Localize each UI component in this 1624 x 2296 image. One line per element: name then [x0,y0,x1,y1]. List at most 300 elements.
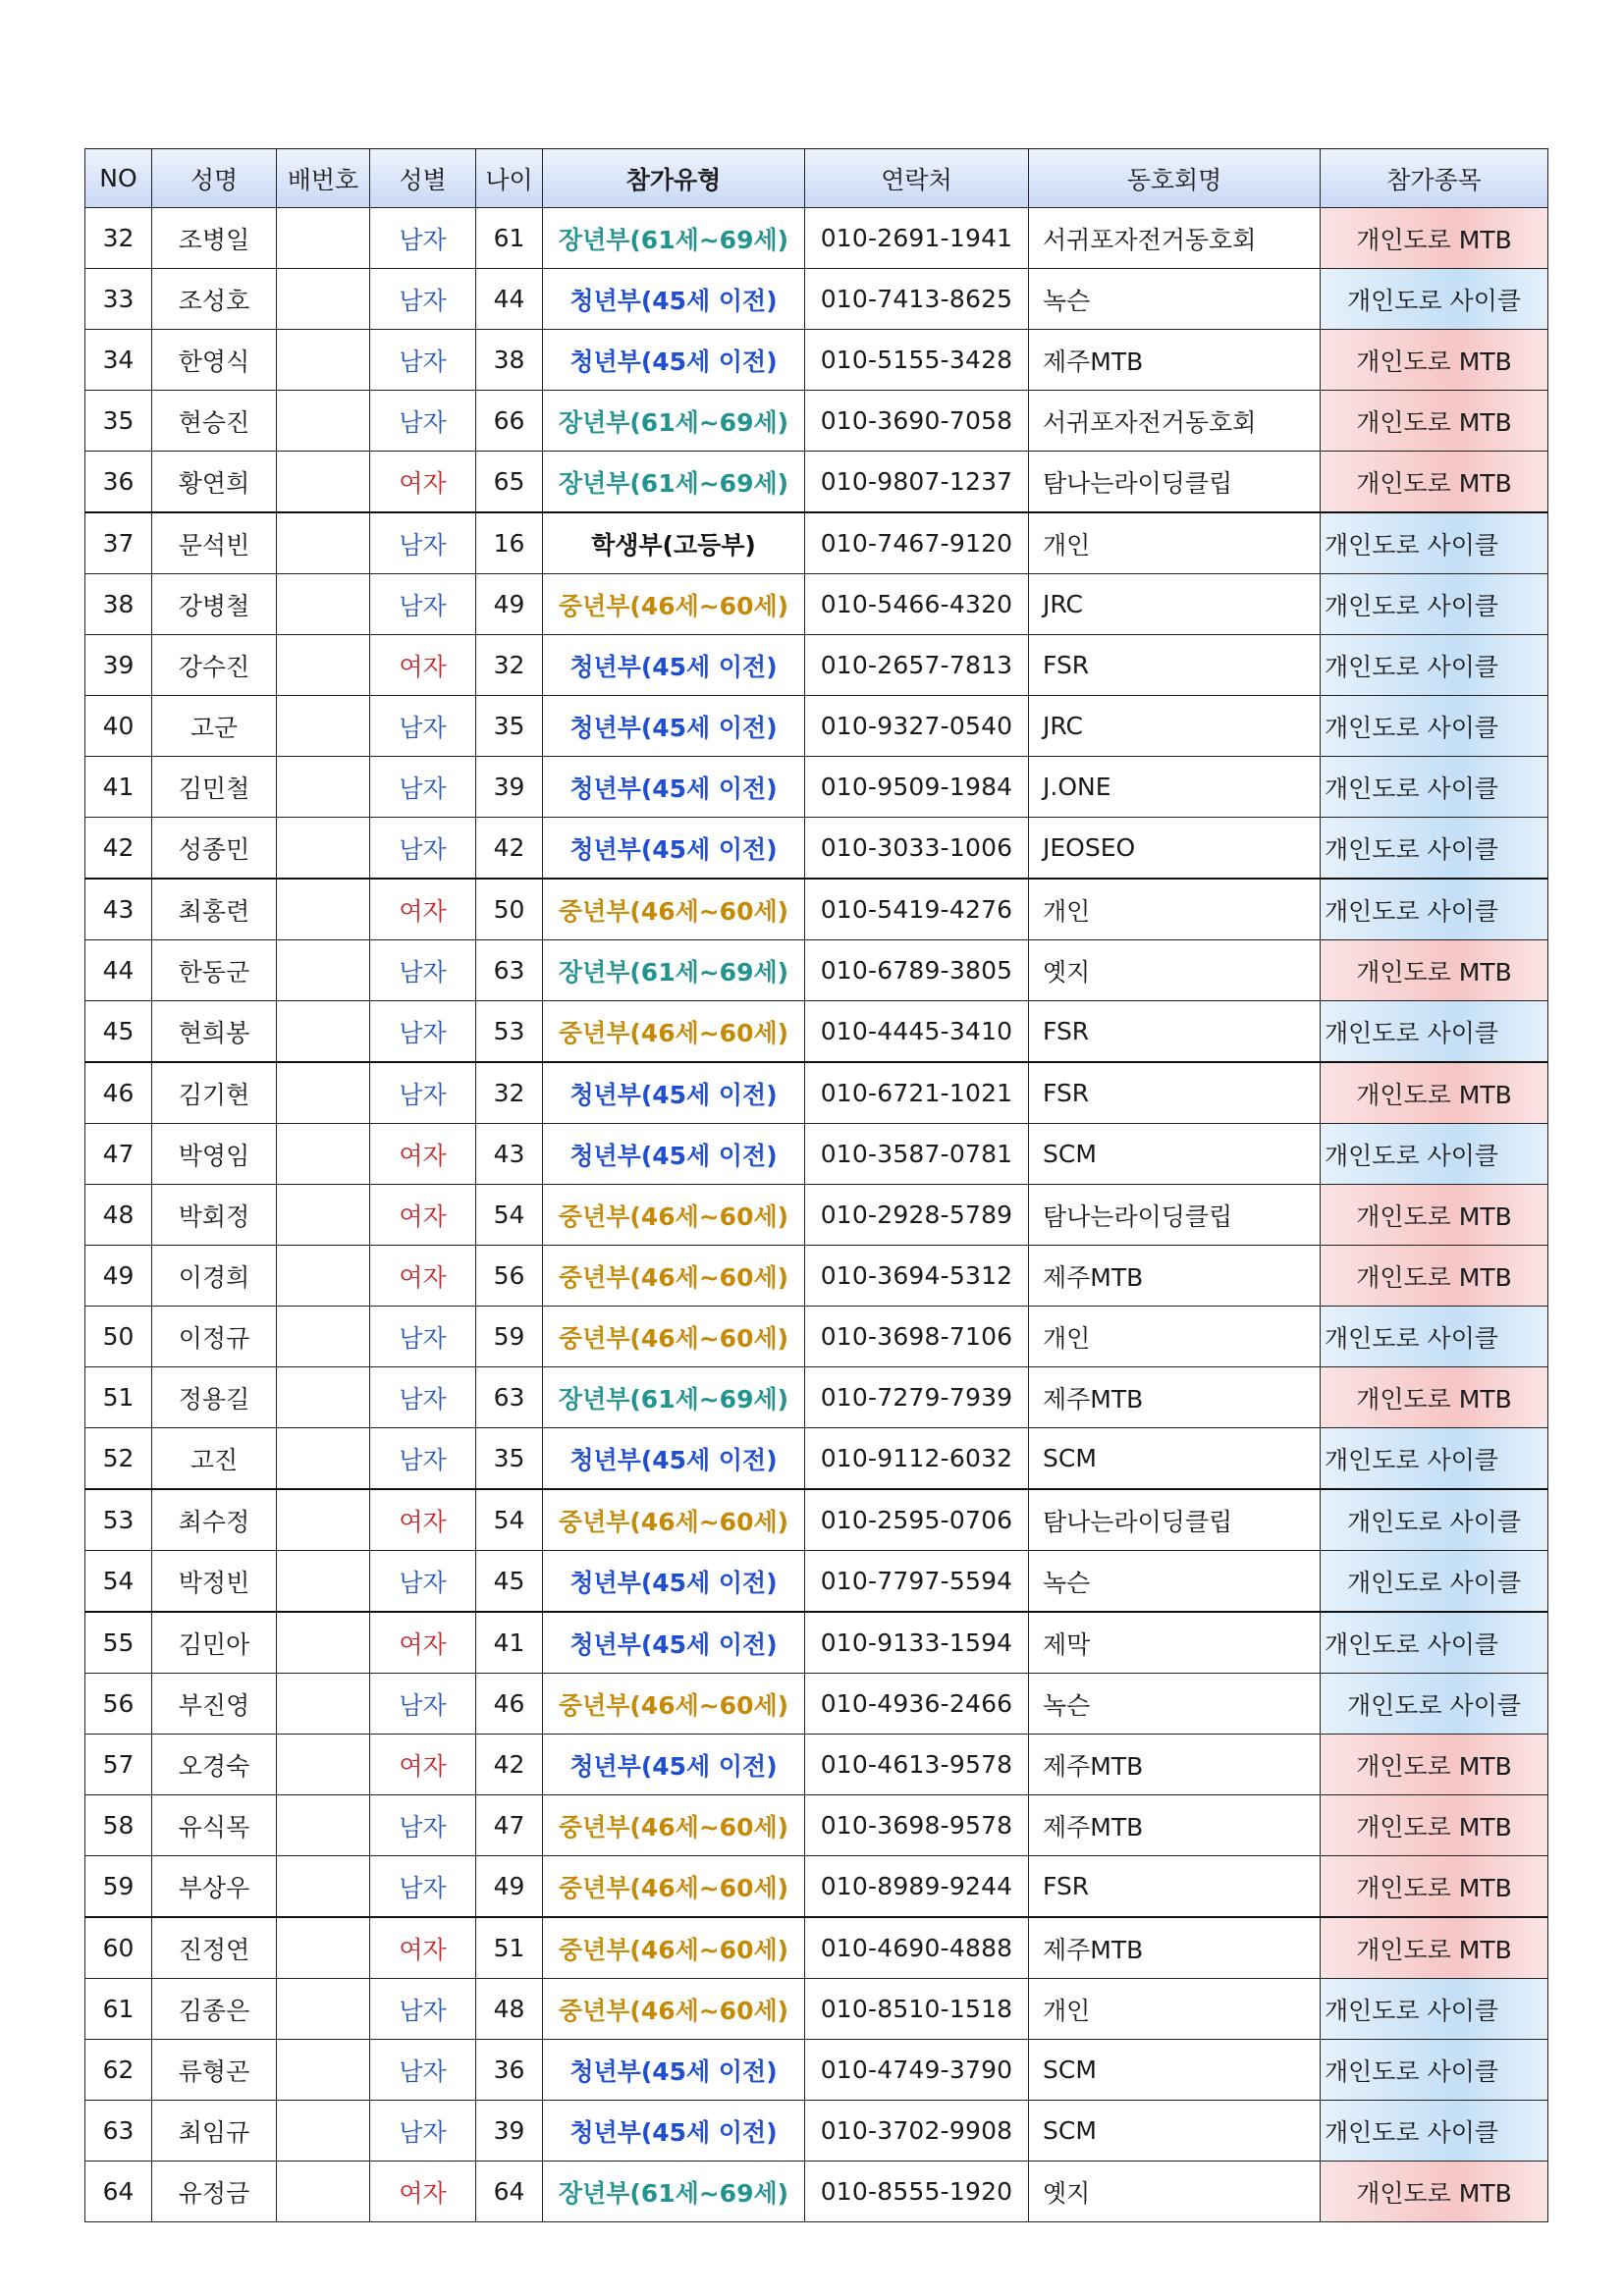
cell-event: 개인도로 사이클 [1321,2040,1548,2101]
cell-phone: 010-3690-7058 [805,391,1029,452]
cell-club: 탐나는라이딩클립 [1029,1185,1321,1246]
table-row [85,574,1548,635]
cell-age: 49 [476,1856,543,1918]
cell-phone: 010-7797-5594 [805,1551,1029,1613]
cell-bib [277,2101,370,2162]
cell-event: 개인도로 사이클 [1321,1124,1548,1185]
cell-event: 개인도로 MTB [1321,2162,1548,2222]
cell-phone: 010-3698-7106 [805,1307,1029,1367]
table-row [85,1735,1548,1795]
cell-phone: 010-8989-9244 [805,1856,1029,1918]
cell-event: 개인도로 사이클 [1321,1428,1548,1490]
table-row [85,1612,1548,1674]
cell-age: 54 [476,1185,543,1246]
cell-phone: 010-7279-7939 [805,1367,1029,1428]
cell-bib [277,391,370,452]
cell-bib [277,1124,370,1185]
cell-age: 63 [476,940,543,1001]
cell-club: 제주MTB [1029,1795,1321,1856]
cell-club: SCM [1029,1124,1321,1185]
cell-bib [277,452,370,513]
cell-no: 34 [85,330,152,391]
cell-name: 진정연 [152,1917,277,1979]
cell-club: SCM [1029,1428,1321,1490]
cell-event: 개인도로 MTB [1321,1062,1548,1124]
cell-club: 녹슨 [1029,1551,1321,1613]
cell-category: 장년부(61세~69세) [543,452,805,513]
cell-name: 조성호 [152,269,277,330]
header-club: 동호회명 [1029,149,1321,208]
cell-gender: 여자 [370,1124,476,1185]
cell-no: 43 [85,879,152,940]
cell-name: 성종민 [152,818,277,880]
cell-event: 개인도로 사이클 [1321,1551,1548,1613]
cell-age: 36 [476,2040,543,2101]
table-row [85,1124,1548,1185]
table-row [85,818,1548,880]
cell-age: 39 [476,757,543,818]
cell-club: 탐나는라이딩클립 [1029,1489,1321,1551]
cell-event: 개인도로 MTB [1321,1185,1548,1246]
cell-event: 개인도로 사이클 [1321,757,1548,818]
cell-phone: 010-9133-1594 [805,1612,1029,1674]
cell-name: 조병일 [152,208,277,269]
cell-bib [277,330,370,391]
cell-no: 58 [85,1795,152,1856]
cell-phone: 010-2691-1941 [805,208,1029,269]
cell-age: 63 [476,1367,543,1428]
cell-bib [277,574,370,635]
table-body [85,208,1548,2222]
cell-phone: 010-9112-6032 [805,1428,1029,1490]
cell-age: 35 [476,1428,543,1490]
cell-club: 제막 [1029,1612,1321,1674]
cell-gender: 남자 [370,1551,476,1613]
table-row [85,1917,1548,1979]
cell-phone: 010-5466-4320 [805,574,1029,635]
cell-club: JRC [1029,696,1321,757]
cell-bib [277,1246,370,1307]
cell-club: J.ONE [1029,757,1321,818]
cell-phone: 010-9327-0540 [805,696,1029,757]
cell-gender: 남자 [370,1795,476,1856]
cell-gender: 남자 [370,574,476,635]
cell-no: 35 [85,391,152,452]
cell-club: 옛지 [1029,2162,1321,2222]
cell-event: 개인도로 MTB [1321,940,1548,1001]
cell-category: 청년부(45세 이전) [543,1428,805,1490]
cell-name: 최홍련 [152,879,277,940]
cell-age: 53 [476,1001,543,1063]
cell-phone: 010-2657-7813 [805,635,1029,696]
cell-category: 청년부(45세 이전) [543,2040,805,2101]
cell-no: 48 [85,1185,152,1246]
header-phone: 연락처 [805,149,1029,208]
cell-club: JRC [1029,574,1321,635]
cell-bib [277,1856,370,1918]
cell-event: 개인도로 MTB [1321,391,1548,452]
cell-age: 49 [476,574,543,635]
cell-name: 유정금 [152,2162,277,2222]
table-row [85,2101,1548,2162]
table-row [85,1246,1548,1307]
cell-category: 장년부(61세~69세) [543,2162,805,2222]
cell-no: 60 [85,1917,152,1979]
cell-event: 개인도로 사이클 [1321,696,1548,757]
cell-gender: 남자 [370,1001,476,1063]
cell-no: 45 [85,1001,152,1063]
cell-category: 청년부(45세 이전) [543,2101,805,2162]
cell-club: 개인 [1029,879,1321,940]
cell-phone: 010-4936-2466 [805,1674,1029,1735]
cell-bib [277,2162,370,2222]
cell-category: 중년부(46세~60세) [543,1917,805,1979]
cell-event: 개인도로 사이클 [1321,818,1548,880]
cell-phone: 010-3587-0781 [805,1124,1029,1185]
cell-age: 66 [476,391,543,452]
table-row [85,1185,1548,1246]
cell-gender: 남자 [370,269,476,330]
cell-gender: 여자 [370,452,476,513]
header-category: 참가유형 [543,149,805,208]
cell-club: 개인 [1029,1979,1321,2040]
cell-no: 54 [85,1551,152,1613]
cell-club: 탐나는라이딩클립 [1029,452,1321,513]
table-row [85,1551,1548,1613]
cell-gender: 여자 [370,1917,476,1979]
participant-table [84,148,1548,2222]
cell-gender: 남자 [370,2040,476,2101]
cell-name: 정용길 [152,1367,277,1428]
cell-bib [277,1001,370,1063]
header-no: NO [85,149,152,208]
cell-age: 59 [476,1307,543,1367]
cell-category: 청년부(45세 이전) [543,1612,805,1674]
table-row [85,330,1548,391]
cell-gender: 남자 [370,757,476,818]
table-row [85,1001,1548,1063]
cell-club: SCM [1029,2101,1321,2162]
cell-category: 중년부(46세~60세) [543,1307,805,1367]
cell-gender: 여자 [370,1735,476,1795]
cell-bib [277,1307,370,1367]
cell-gender: 남자 [370,330,476,391]
cell-gender: 남자 [370,818,476,880]
table-row [85,391,1548,452]
cell-event: 개인도로 사이클 [1321,635,1548,696]
table-row [85,1489,1548,1551]
cell-event: 개인도로 사이클 [1321,1612,1548,1674]
cell-club: 옛지 [1029,940,1321,1001]
cell-gender: 남자 [370,1428,476,1490]
cell-no: 49 [85,1246,152,1307]
cell-name: 박영임 [152,1124,277,1185]
cell-category: 장년부(61세~69세) [543,208,805,269]
cell-bib [277,512,370,574]
cell-phone: 010-6789-3805 [805,940,1029,1001]
cell-name: 현희봉 [152,1001,277,1063]
cell-gender: 여자 [370,1489,476,1551]
cell-gender: 여자 [370,879,476,940]
header-age: 나이 [476,149,543,208]
table-row [85,2040,1548,2101]
cell-age: 51 [476,1917,543,1979]
cell-event: 개인도로 MTB [1321,1367,1548,1428]
cell-event: 개인도로 사이클 [1321,1979,1548,2040]
cell-event: 개인도로 사이클 [1321,2101,1548,2162]
cell-age: 50 [476,879,543,940]
table-header-row [85,149,1548,208]
cell-no: 42 [85,818,152,880]
cell-club: FSR [1029,1856,1321,1918]
cell-no: 39 [85,635,152,696]
cell-phone: 010-3702-9908 [805,2101,1029,2162]
cell-no: 56 [85,1674,152,1735]
cell-event: 개인도로 MTB [1321,208,1548,269]
table-row [85,512,1548,574]
cell-no: 41 [85,757,152,818]
cell-no: 57 [85,1735,152,1795]
table-row [85,208,1548,269]
cell-category: 중년부(46세~60세) [543,879,805,940]
cell-name: 최임규 [152,2101,277,2162]
cell-phone: 010-8555-1920 [805,2162,1029,2222]
cell-phone: 010-4690-4888 [805,1917,1029,1979]
cell-no: 36 [85,452,152,513]
cell-name: 박회정 [152,1185,277,1246]
participant-sheet [84,148,1547,2222]
cell-no: 44 [85,940,152,1001]
table-row [85,1062,1548,1124]
cell-category: 중년부(46세~60세) [543,574,805,635]
cell-bib [277,1551,370,1613]
cell-club: 제주MTB [1029,1246,1321,1307]
cell-age: 16 [476,512,543,574]
cell-gender: 남자 [370,512,476,574]
cell-gender: 여자 [370,1612,476,1674]
cell-name: 문석빈 [152,512,277,574]
cell-event: 개인도로 사이클 [1321,1001,1548,1063]
table-row [85,757,1548,818]
cell-gender: 남자 [370,1979,476,2040]
cell-club: 제주MTB [1029,1917,1321,1979]
cell-event: 개인도로 MTB [1321,1735,1548,1795]
cell-age: 42 [476,1735,543,1795]
cell-gender: 여자 [370,1185,476,1246]
table-row [85,1674,1548,1735]
header-gender: 성별 [370,149,476,208]
cell-event: 개인도로 MTB [1321,1795,1548,1856]
cell-category: 청년부(45세 이전) [543,1124,805,1185]
table-row [85,940,1548,1001]
cell-age: 65 [476,452,543,513]
cell-name: 고군 [152,696,277,757]
cell-name: 부상우 [152,1856,277,1918]
cell-event: 개인도로 MTB [1321,1917,1548,1979]
cell-bib [277,696,370,757]
cell-phone: 010-7467-9120 [805,512,1029,574]
cell-phone: 010-5155-3428 [805,330,1029,391]
cell-event: 개인도로 MTB [1321,1246,1548,1307]
cell-bib [277,2040,370,2101]
cell-name: 이경희 [152,1246,277,1307]
cell-phone: 010-4749-3790 [805,2040,1029,2101]
cell-phone: 010-3694-5312 [805,1246,1029,1307]
cell-bib [277,940,370,1001]
cell-age: 32 [476,635,543,696]
header-event: 참가종목 [1321,149,1548,208]
cell-no: 46 [85,1062,152,1124]
cell-age: 44 [476,269,543,330]
cell-bib [277,1612,370,1674]
cell-no: 61 [85,1979,152,2040]
cell-club: 녹슨 [1029,1674,1321,1735]
cell-club: 개인 [1029,1307,1321,1367]
cell-no: 51 [85,1367,152,1428]
cell-category: 중년부(46세~60세) [543,1795,805,1856]
cell-name: 김민아 [152,1612,277,1674]
cell-gender: 여자 [370,2162,476,2222]
cell-no: 40 [85,696,152,757]
cell-name: 고진 [152,1428,277,1490]
cell-bib [277,1428,370,1490]
cell-bib [277,1489,370,1551]
cell-gender: 남자 [370,1307,476,1367]
cell-category: 청년부(45세 이전) [543,757,805,818]
cell-club: 녹슨 [1029,269,1321,330]
cell-age: 42 [476,818,543,880]
cell-no: 32 [85,208,152,269]
cell-age: 35 [476,696,543,757]
cell-bib [277,879,370,940]
cell-name: 박정빈 [152,1551,277,1613]
cell-name: 김종은 [152,1979,277,2040]
cell-no: 50 [85,1307,152,1367]
cell-phone: 010-6721-1021 [805,1062,1029,1124]
cell-club: 제주MTB [1029,330,1321,391]
cell-category: 장년부(61세~69세) [543,391,805,452]
cell-age: 39 [476,2101,543,2162]
cell-event: 개인도로 MTB [1321,452,1548,513]
cell-phone: 010-4613-9578 [805,1735,1029,1795]
cell-name: 부진영 [152,1674,277,1735]
cell-bib [277,1367,370,1428]
cell-category: 청년부(45세 이전) [543,330,805,391]
cell-no: 52 [85,1428,152,1490]
cell-category: 학생부(고등부) [543,512,805,574]
cell-event: 개인도로 사이클 [1321,1489,1548,1551]
cell-category: 중년부(46세~60세) [543,1674,805,1735]
cell-bib [277,1979,370,2040]
cell-event: 개인도로 사이클 [1321,512,1548,574]
cell-name: 강병철 [152,574,277,635]
header-bib: 배번호 [277,149,370,208]
cell-phone: 010-2928-5789 [805,1185,1029,1246]
cell-phone: 010-7413-8625 [805,269,1029,330]
cell-gender: 남자 [370,391,476,452]
cell-category: 청년부(45세 이전) [543,818,805,880]
cell-name: 한영식 [152,330,277,391]
cell-bib [277,818,370,880]
cell-no: 59 [85,1856,152,1918]
cell-gender: 남자 [370,1367,476,1428]
table-row [85,452,1548,513]
cell-event: 개인도로 MTB [1321,330,1548,391]
cell-category: 청년부(45세 이전) [543,1062,805,1124]
cell-category: 장년부(61세~69세) [543,1367,805,1428]
cell-gender: 남자 [370,1674,476,1735]
cell-no: 64 [85,2162,152,2222]
table-row [85,269,1548,330]
cell-club: 개인 [1029,512,1321,574]
cell-event: 개인도로 사이클 [1321,1674,1548,1735]
cell-name: 현승진 [152,391,277,452]
cell-club: 서귀포자전거동호회 [1029,391,1321,452]
cell-gender: 남자 [370,1062,476,1124]
cell-no: 47 [85,1124,152,1185]
cell-phone: 010-3033-1006 [805,818,1029,880]
cell-name: 한동군 [152,940,277,1001]
cell-phone: 010-9509-1984 [805,757,1029,818]
cell-bib [277,1917,370,1979]
table-row [85,879,1548,940]
cell-club: FSR [1029,1062,1321,1124]
cell-category: 중년부(46세~60세) [543,1246,805,1307]
cell-phone: 010-5419-4276 [805,879,1029,940]
cell-bib [277,208,370,269]
cell-category: 청년부(45세 이전) [543,1551,805,1613]
cell-name: 오경숙 [152,1735,277,1795]
cell-event: 개인도로 사이클 [1321,269,1548,330]
cell-club: FSR [1029,1001,1321,1063]
cell-club: FSR [1029,635,1321,696]
cell-no: 55 [85,1612,152,1674]
cell-age: 32 [476,1062,543,1124]
cell-age: 41 [476,1612,543,1674]
cell-no: 37 [85,512,152,574]
cell-bib [277,1735,370,1795]
cell-age: 56 [476,1246,543,1307]
cell-category: 중년부(46세~60세) [543,1856,805,1918]
cell-category: 청년부(45세 이전) [543,696,805,757]
table-row [85,1307,1548,1367]
cell-bib [277,1674,370,1735]
cell-no: 38 [85,574,152,635]
cell-gender: 여자 [370,1246,476,1307]
cell-category: 장년부(61세~69세) [543,940,805,1001]
table-row [85,1856,1548,1918]
cell-category: 청년부(45세 이전) [543,635,805,696]
cell-event: 개인도로 MTB [1321,1856,1548,1918]
cell-age: 46 [476,1674,543,1735]
cell-club: JEOSEO [1029,818,1321,880]
cell-name: 황연희 [152,452,277,513]
cell-name: 강수진 [152,635,277,696]
cell-name: 김민철 [152,757,277,818]
cell-phone: 010-2595-0706 [805,1489,1029,1551]
cell-bib [277,269,370,330]
cell-gender: 남자 [370,696,476,757]
cell-bib [277,1185,370,1246]
cell-name: 최수정 [152,1489,277,1551]
cell-age: 61 [476,208,543,269]
cell-club: 서귀포자전거동호회 [1029,208,1321,269]
table-row [85,696,1548,757]
cell-age: 43 [476,1124,543,1185]
cell-category: 중년부(46세~60세) [543,1185,805,1246]
cell-phone: 010-3698-9578 [805,1795,1029,1856]
cell-age: 48 [476,1979,543,2040]
